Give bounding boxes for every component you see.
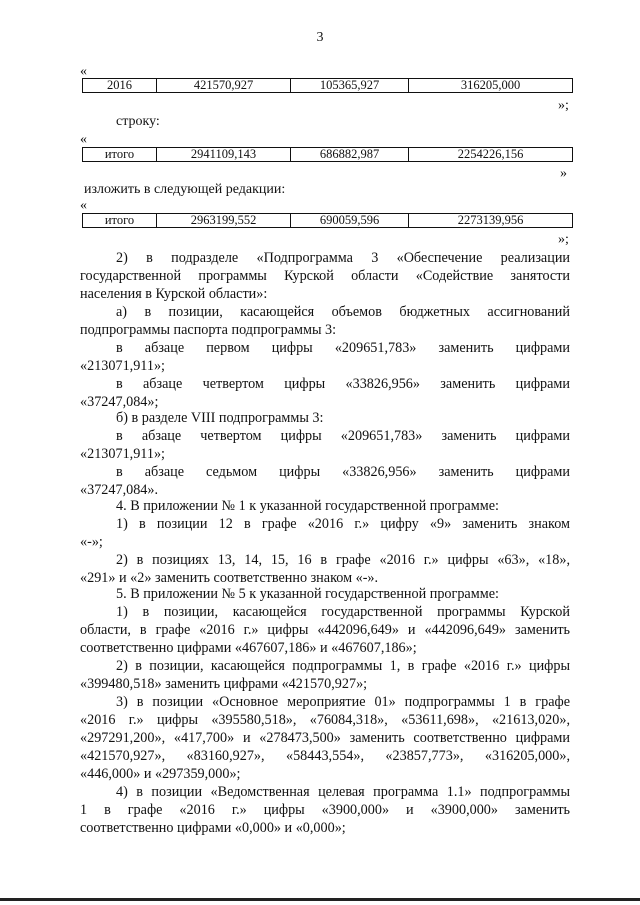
open-quote: «: [80, 198, 87, 213]
text-line: 1) в позиции 12 в графе «2016 г.» цифру «9» заменить знаком: [116, 516, 570, 532]
close-quote: »;: [558, 232, 569, 247]
text-line: 1) в позиции, касающейся государственной программы Курской: [116, 604, 570, 620]
table-cell: 686882,987: [291, 148, 409, 162]
table-cell: 421570,927: [157, 79, 291, 93]
table-row: [83, 79, 573, 93]
text-line: строку:: [116, 114, 160, 129]
text-line: государственной программы Курской области «Содействие занятости: [80, 268, 570, 284]
text-line: «291» и «2» заменить соответственно знаком «-».: [80, 570, 379, 586]
text-line: 4) в позиции «Ведомственная целевая программа 1.1» подпрограммы: [116, 784, 570, 800]
text-line: в абзаце четвертом цифры «33826,956» заменить цифрами: [116, 376, 570, 392]
text-line: 2) в позициях 13, 14, 15, 16 в графе «2016 г.» цифры «63», «18»,: [116, 552, 570, 568]
text-line: «421570,927», «83160,927», «58443,554», «23857,773», «316205,000»,: [80, 748, 570, 764]
table-cell: 2016: [83, 79, 157, 93]
amendment-table-1: [82, 78, 573, 93]
text-line: «37247,084»;: [80, 394, 159, 410]
table-cell: 2273139,956: [409, 214, 573, 228]
text-line: «297291,200», «417,700» и «278473,500» заменить соответственно цифрами: [80, 730, 570, 746]
text-line: подпрограммы паспорта подпрограммы 3:: [80, 322, 337, 338]
text-line: «399480,518» заменить цифрами «421570,927»;: [80, 676, 368, 692]
text-line: соответственно цифрами «0,000» и «0,000»;: [80, 820, 346, 836]
text-line: б) в разделе VIII подпрограммы 3:: [116, 410, 324, 426]
text-line: области, в графе «2016 г.» цифры «442096,649» и «442096,649» заменить: [80, 622, 570, 638]
table-cell: 2254226,156: [409, 148, 573, 162]
text-line: 3) в позиции «Основное мероприятие 01» подпрограммы 1 в графе: [116, 694, 570, 710]
amendment-table-3: [82, 213, 573, 228]
text-line: «37247,084».: [80, 482, 159, 498]
text-line: «213071,911»;: [80, 358, 165, 374]
close-quote: »: [560, 166, 567, 181]
table-cell: итого: [83, 214, 157, 228]
page-number: 3: [316, 30, 324, 45]
open-quote: «: [80, 64, 87, 79]
text-line: в абзаце первом цифры «209651,783» заменить цифрами: [116, 340, 570, 356]
text-line: населения в Курской области»:: [80, 286, 268, 302]
close-quote: »;: [558, 98, 569, 113]
table-row: [83, 214, 573, 228]
text-line: «-»;: [80, 534, 103, 550]
amendment-table-2: [82, 147, 573, 162]
table-cell: 2963199,552: [157, 214, 291, 228]
text-line: в абзаце четвертом цифры «209651,783» заменить цифрами: [116, 428, 570, 444]
text-line: соответственно цифрами «467607,186» и «467607,186»;: [80, 640, 417, 656]
table-cell: 690059,596: [291, 214, 409, 228]
text-line: 5. В приложении № 5 к указанной государственной программе:: [116, 586, 499, 602]
table-cell: 316205,000: [409, 79, 573, 93]
text-line: 2) в подразделе «Подпрограмма 3 «Обеспечение реализации: [116, 250, 570, 266]
page-bottom-edge: [0, 898, 640, 901]
text-line: «446,000» и «297359,000»;: [80, 766, 241, 782]
text-line: в абзаце седьмом цифры «33826,956» заменить цифрами: [116, 464, 570, 480]
table-row: [83, 148, 573, 162]
text-line: 4. В приложении № 1 к указанной государственной программе:: [116, 498, 499, 514]
open-quote: «: [80, 132, 87, 147]
text-line: изложить в следующей редакции:: [84, 182, 286, 197]
text-line: «2016 г.» цифры «395580,518», «76084,318», «53611,698», «21613,020»,: [80, 712, 570, 728]
table-cell: 2941109,143: [157, 148, 291, 162]
table-cell: 105365,927: [291, 79, 409, 93]
text-line: 2) в позиции, касающейся подпрограммы 1, в графе «2016 г.» цифры: [116, 658, 570, 674]
text-line: «213071,911»;: [80, 446, 165, 462]
text-line: 1 в графе «2016 г.» цифры «3900,000» и «3900,000» заменить: [80, 802, 570, 818]
text-line: а) в позиции, касающейся объемов бюджетных ассигнований: [116, 304, 570, 320]
table-cell: итого: [83, 148, 157, 162]
